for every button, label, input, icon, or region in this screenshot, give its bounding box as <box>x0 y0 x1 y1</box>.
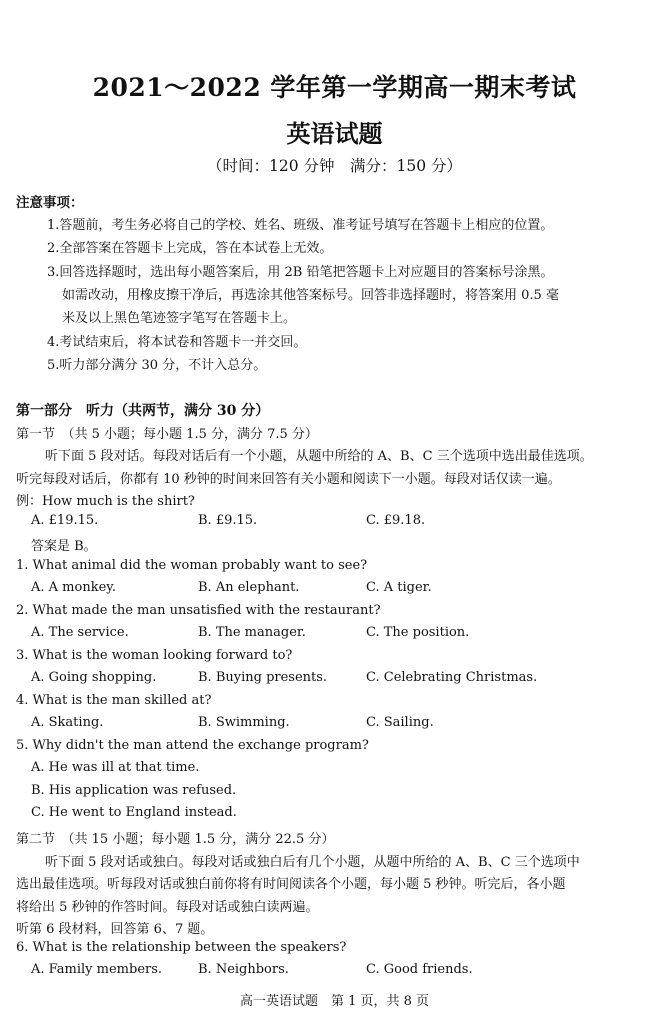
part1-heading: 第一部分 听力（共两节，满分 30 分） <box>16 403 270 419</box>
question-3: 3. What is the woman looking forward to? <box>16 648 293 663</box>
q2-option-b: B. The manager. <box>198 625 306 640</box>
q3-option-c: C. Celebrating Christmas. <box>366 670 538 685</box>
notice-item-continued: 如需改动，用橡皮擦干净后，再选涂其他答案标号。回答非选择题时，将答案用 0.5 毫 <box>62 288 559 303</box>
q6-option-a: A. Family members. <box>31 962 163 977</box>
q6-option-c: C. Good friends. <box>366 962 473 977</box>
example-option-b: B. £9.15. <box>198 513 258 528</box>
example-option-c: C. £9.18. <box>366 513 426 528</box>
q3-option-b: B. Buying presents. <box>198 670 328 685</box>
notice-heading: 注意事项： <box>16 195 84 211</box>
q2-option-c: C. The position. <box>366 625 470 640</box>
q4-option-b: B. Swimming. <box>198 715 290 730</box>
q5-option-a: A. He was ill at that time. <box>31 760 200 775</box>
question-5: 5. Why didn't the man attend the exchange program? <box>16 738 369 753</box>
exam-time-info: （时间：120 分钟 满分：150 分） <box>206 157 463 175</box>
notice-item: 4.考试结束后，将本试卷和答题卡一并交回。 <box>47 335 307 350</box>
question-6: 6. What is the relationship between the speakers? <box>16 940 347 955</box>
notice-item: 1.答题前，考生务必将自己的学校、姓名、班级、准考证号填写在答题卡上相应的位置。 <box>47 218 554 233</box>
section2-instruction: 将给出 5 秒钟的作答时间。每段对话或独白读两遍。 <box>16 900 319 915</box>
q5-option-c: C. He went to England instead. <box>31 805 237 820</box>
notice-item: 5.听力部分满分 30 分，不计入总分。 <box>47 358 267 373</box>
question-4: 4. What is the man skilled at? <box>16 693 212 708</box>
page-footer: 高一英语试题 第 1 页，共 8 页 <box>239 994 430 1009</box>
exam-title: 2021～2022 学年第一学期高一期末考试 <box>92 73 577 102</box>
q1-option-a: A. A monkey. <box>31 580 117 595</box>
q1-option-c: C. A tiger. <box>366 580 432 595</box>
q3-option-a: A. Going shopping. <box>31 670 157 685</box>
question-1: 1. What animal did the woman probably want to see? <box>16 558 368 573</box>
section1-instruction: 听下面 5 段对话。每段对话后有一个小题，从题中所给的 A、B、C 三个选项中选出最佳选项。 <box>45 449 593 464</box>
example-option-a: A. £19.15. <box>31 513 99 528</box>
example-answer: 答案是 B。 <box>31 539 97 554</box>
q2-option-a: A. The service. <box>31 625 129 640</box>
question-2: 2. What made the man unsatisfied with the restaurant? <box>16 603 381 618</box>
section1-instruction: 听完每段对话后，你都有 10 秒钟的时间来回答有关小题和阅读下一小题。每段对话仅读一遍。 <box>16 472 561 487</box>
q6-option-b: B. Neighbors. <box>198 962 289 977</box>
q5-option-b: B. His application was refused. <box>31 783 237 798</box>
material-6-instruction: 听第 6 段材料，回答第 6、7 题。 <box>16 922 214 937</box>
exam-subject: 英语试题 <box>286 119 383 148</box>
q1-option-b: B. An elephant. <box>198 580 300 595</box>
example-question: 例：How much is the shirt? <box>16 494 195 509</box>
notice-item-continued: 米及以上黑色笔迹签字笔写在答题卡上。 <box>62 311 297 326</box>
notice-item: 3.回答选择题时，选出每小题答案后，用 2B 铅笔把答题卡上对应题目的答案标号涂黑。 <box>47 265 554 280</box>
section2-heading: 第二节 （共 15 小题；每小题 1.5 分，满分 22.5 分） <box>16 832 335 847</box>
notice-item: 2.全部答案在答题卡上完成，答在本试卷上无效。 <box>47 241 333 256</box>
q4-option-a: A. Skating. <box>31 715 104 730</box>
section1-heading: 第一节 （共 5 小题；每小题 1.5 分，满分 7.5 分） <box>16 427 318 442</box>
section2-instruction: 听下面 5 段对话或独白。每段对话或独白后有几个小题，从题中所给的 A、B、C 三个选项中 <box>45 855 580 870</box>
q4-option-c: C. Sailing. <box>366 715 434 730</box>
section2-instruction: 选出最佳选项。听每段对话或独白前你将有时间阅读各个小题，每小题 5 秒钟。听完后，各小题 <box>16 877 566 892</box>
